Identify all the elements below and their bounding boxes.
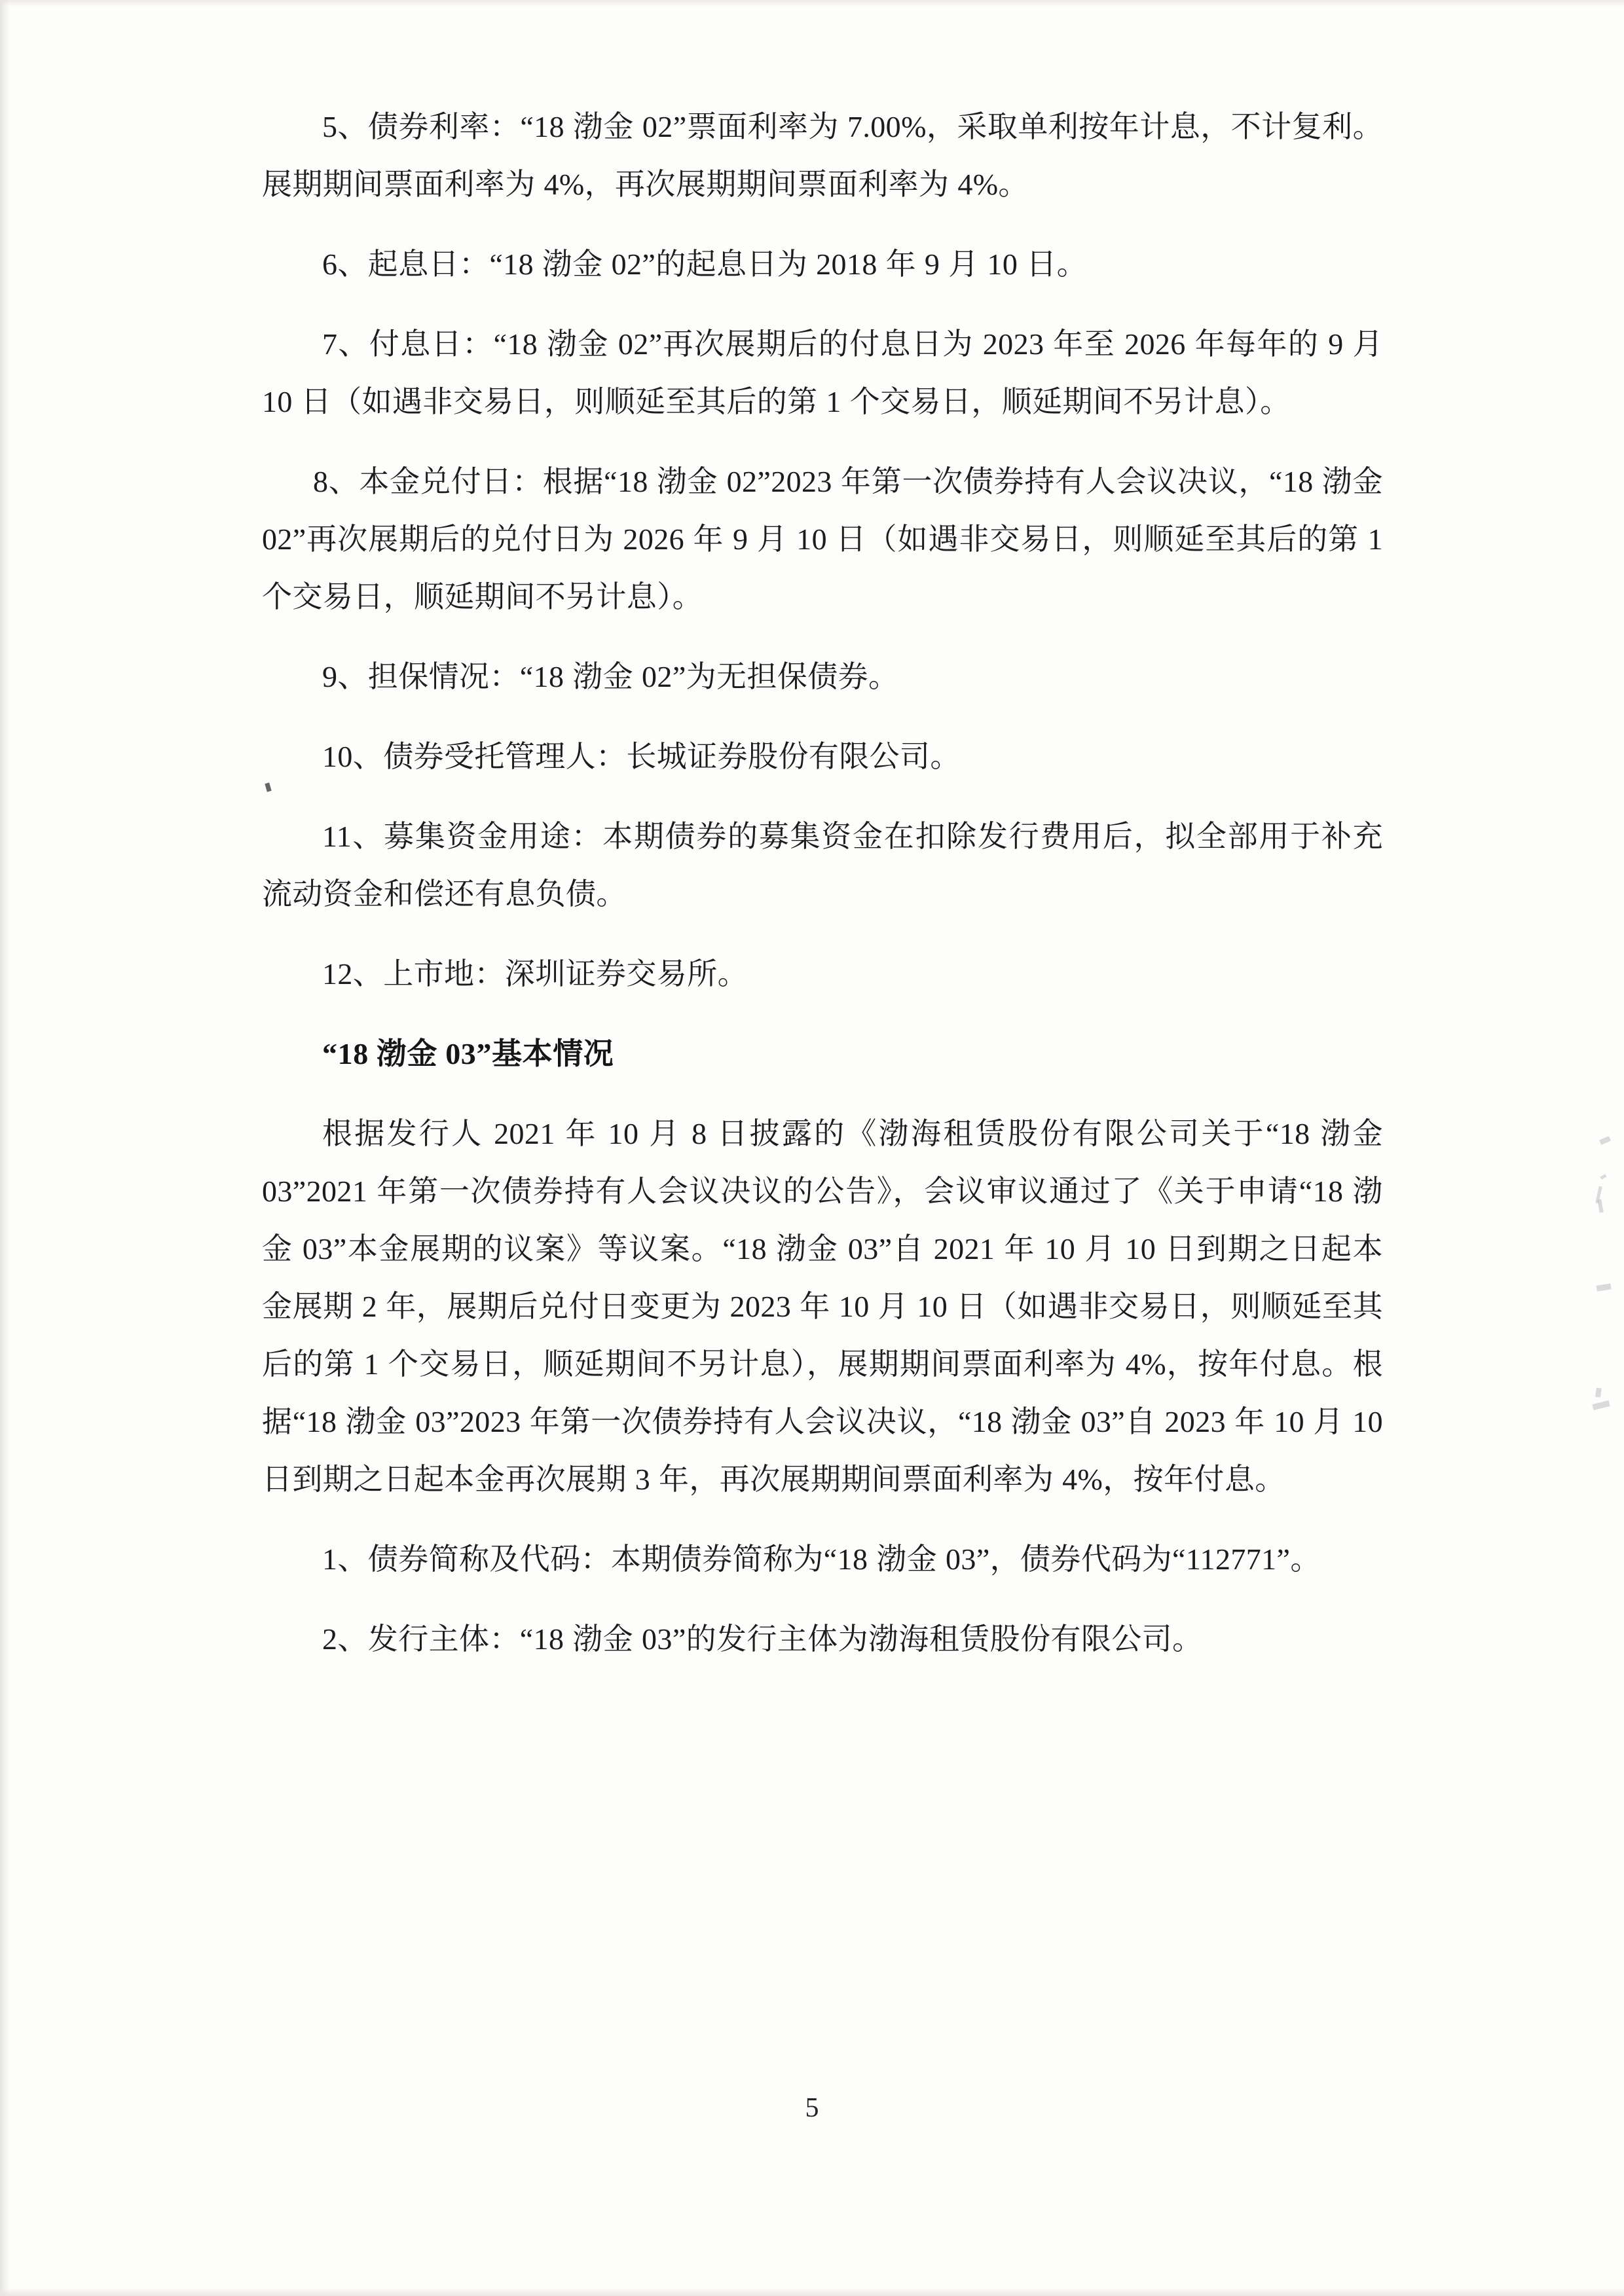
scan-edge-left [0,0,9,2296]
scan-artifact [1595,1388,1602,1398]
paragraph-item-6-value-date: 6、起息日：“18 渤金 02”的起息日为 2018 年 9 月 10 日。 [322,247,1088,281]
scan-artifact [1599,1136,1611,1145]
scan-artifact [1596,1283,1611,1291]
scan-artifact [1592,1400,1610,1410]
paragraph-item-10-bond-trustee: 10、债券受托管理人：长城证券股份有限公司。 [322,740,961,773]
paragraph-bond-03-overview: 根据发行人 2021 年 10 月 8 日披露的《渤海租赁股份有限公司关于“18 渤金 03”2021 年第一次债券持有人会议决议的公告》，会议审议通过了《关于申请“18 渤金 03”本金展期的议案》等议案。“18 渤金 03”自 2021 年 10 月 10 日到期之日起本金展期 2 年，展期后兑付日变更为 2023 年 10 月 10 日（如遇非交易日，则顺延至其后的第 1 个交易日，顺延期间不另计息），展期期间票面利率为 4%，按年付息。根据“18 渤金 03”2023 年第一次债券持有人会议决议，“18 渤金 03”自 2023 年 10 月 10 日到期之日起本金再次展期 3 年，再次展期期间票面利率为 4%，按年付息。 [262,1117,1383,1496]
document-body [262,98,1383,1690]
section-heading-bond-03: “18 渤金 03”基本情况 [322,1037,614,1070]
scan-edge-bottom [0,2288,1624,2296]
paragraph-bond-03-item-1-abbreviation-and-code: 1、债券简称及代码：本期债券简称为“18 渤金 03”，债券代码为“112771”。 [322,1542,1321,1576]
page-number: 5 [805,2093,819,2123]
paragraph-item-7-interest-payment-date: 7、付息日：“18 渤金 02”再次展期后的付息日为 2023 年至 2026 年每年的 9 月 10 日（如遇非交易日，则顺延至其后的第 1 个交易日，顺延期间不另计息）。 [262,327,1383,418]
paragraph-bond-03-item-2-issuer: 2、发行主体：“18 渤金 03”的发行主体为渤海租赁股份有限公司。 [322,1622,1203,1656]
paragraph-item-11-use-of-proceeds: 11、募集资金用途：本期债券的募集资金在扣除发行费用后，拟全部用于补充流动资金和偿还有息负债。 [262,820,1383,911]
paragraph-item-5-bond-interest-rate: 5、债券利率：“18 渤金 02”票面利率为 7.00%，采取单利按年计息，不计复利。展期期间票面利率为 4%，再次展期期间票面利率为 4%。 [262,110,1383,201]
paragraph-item-12-listing-venue: 12、上市地：深圳证券交易所。 [322,957,748,991]
scan-edge-top [0,0,1624,7]
scan-artifact [1600,1174,1606,1180]
scan-artifact [1597,1199,1603,1213]
paragraph-item-8-principal-redemption-date: 8、本金兑付日：根据“18 渤金 02”2023 年第一次债券持有人会议决议，“18 渤金 02”再次展期后的兑付日为 2026 年 9 月 10 日（如遇非交易日，则顺延至其后的第 1 个交易日，顺延期间不另计息）。 [262,465,1383,613]
paragraph-item-9-guarantee-status: 9、担保情况：“18 渤金 02”为无担保债券。 [322,660,899,693]
